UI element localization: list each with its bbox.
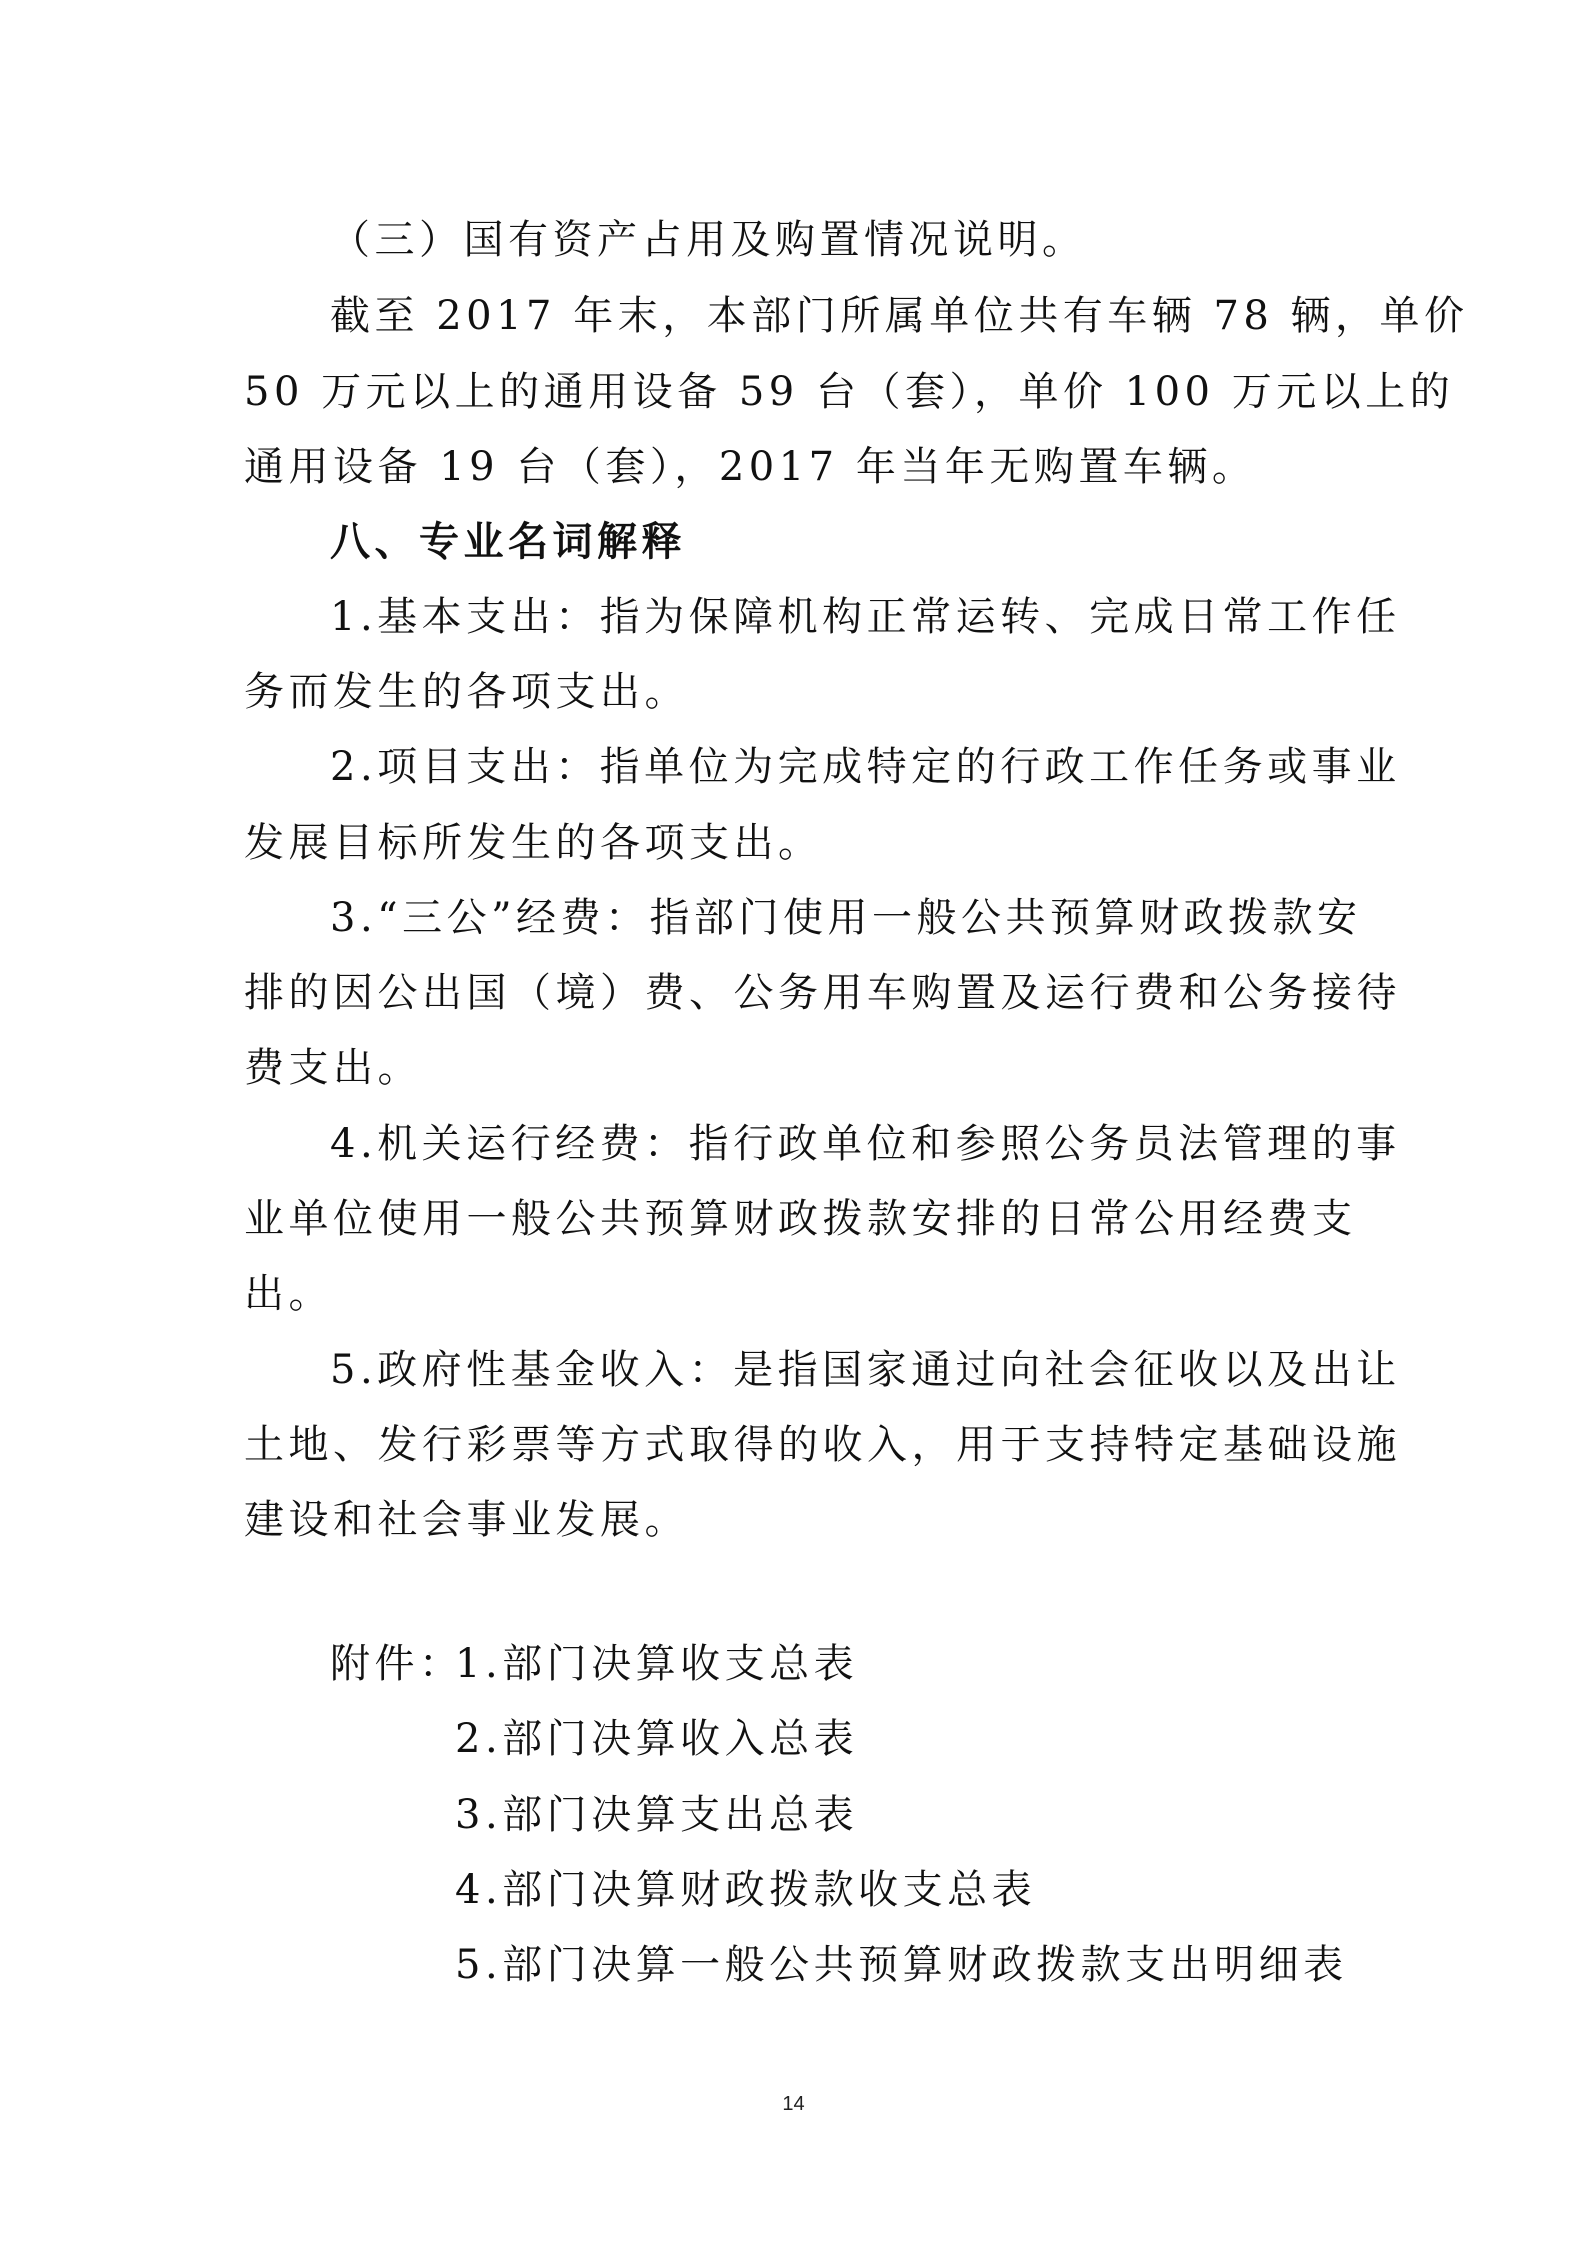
glossary-item-line: 土地、发行彩票等方式取得的收入，用于支持特定基础设施 [244, 1422, 1401, 1468]
glossary-item-line: 费支出。 [244, 1045, 422, 1091]
attachment-item: 3.部门决算支出总表 [455, 1792, 859, 1838]
glossary-heading: 八、专业名词解释 [330, 518, 686, 565]
glossary-item-line: 发展目标所发生的各项支出。 [244, 820, 823, 866]
glossary-item-line: 业单位使用一般公共预算财政拨款安排的日常公用经费支 [244, 1196, 1357, 1242]
attachment-item: 5.部门决算一般公共预算财政拨款支出明细表 [455, 1942, 1348, 1988]
asset-paragraph-line: 50 万元以上的通用设备 59 台（套），单价 100 万元以上的 [244, 369, 1455, 415]
glossary-item-line: 出。 [244, 1271, 333, 1317]
attachment-item: 1.部门决算收支总表 [455, 1641, 859, 1687]
glossary-item-line: 5.政府性基金收入：是指国家通过向社会征收以及出让 [330, 1347, 1401, 1393]
glossary-item-line: 排的因公出国（境）费、公务用车购置及运行费和公务接待 [244, 970, 1401, 1016]
asset-subheading: （三）国有资产占用及购置情况说明。 [330, 217, 1087, 263]
glossary-item-line: 务而发生的各项支出。 [244, 669, 689, 715]
attachments-label: 附件： [330, 1641, 464, 1687]
attachment-item: 4.部门决算财政拨款收支总表 [455, 1867, 1037, 1913]
attachment-item: 2.部门决算收入总表 [455, 1716, 859, 1762]
glossary-item-line: 1.基本支出：指为保障机构正常运转、完成日常工作任 [330, 594, 1401, 640]
asset-paragraph-line: 通用设备 19 台（套），2017 年当年无购置车辆。 [244, 444, 1257, 490]
page-number: 14 [782, 2093, 805, 2115]
asset-paragraph-line: 截至 2017 年末，本部门所属单位共有车辆 78 辆，单价 [330, 293, 1469, 339]
glossary-item-line: 建设和社会事业发展。 [244, 1497, 689, 1543]
glossary-item-line: 3.“三公”经费：指部门使用一般公共预算财政拨款安 [330, 895, 1362, 941]
glossary-item-line: 4.机关运行经费：指行政单位和参照公务员法管理的事 [330, 1121, 1401, 1167]
glossary-item-line: 2.项目支出：指单位为完成特定的行政工作任务或事业 [330, 744, 1401, 790]
